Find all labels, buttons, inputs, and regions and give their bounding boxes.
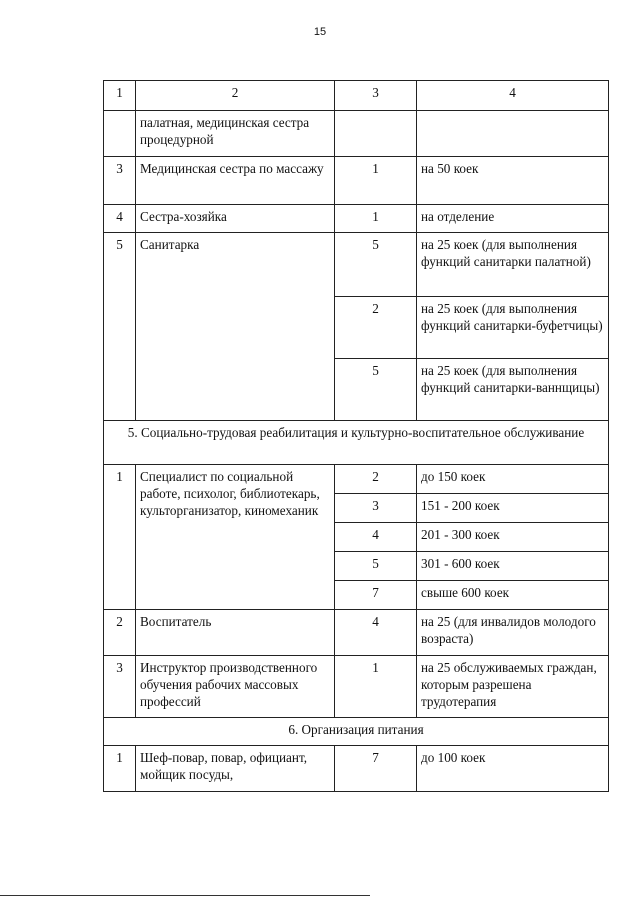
position-cell: Специалист по социальной работе, психолог, библиотекарь, культорганизатор, киномеханик bbox=[136, 465, 335, 610]
norm-cell: на 50 коек bbox=[417, 157, 609, 205]
position-cell: Сестра-хозяйка bbox=[136, 205, 335, 233]
row-number-cell: 1 bbox=[104, 746, 136, 792]
table-row bbox=[104, 157, 609, 205]
table-row bbox=[104, 233, 609, 297]
header-cell-2: 2 bbox=[136, 81, 335, 111]
norm-cell: 201 - 300 коек bbox=[417, 523, 609, 552]
norm-cell: на 25 коек (для выполнения функций санитарки-ваннщицы) bbox=[417, 359, 609, 421]
section-heading: 5. Социально-трудовая реабилитация и культурно-воспитательное обслуживание bbox=[104, 421, 609, 465]
row-number-cell: 5 bbox=[104, 233, 136, 421]
norm-cell: 151 - 200 коек bbox=[417, 494, 609, 523]
row-number-cell: 4 bbox=[104, 205, 136, 233]
norm-cell: до 100 коек bbox=[417, 746, 609, 792]
header-cell-1: 1 bbox=[104, 81, 136, 111]
position-cell: Шеф-повар, повар, официант, мойщик посуды, bbox=[136, 746, 335, 792]
section-heading-row bbox=[104, 718, 609, 746]
count-cell: 5 bbox=[335, 359, 417, 421]
row-number-cell: 2 bbox=[104, 610, 136, 656]
count-cell: 7 bbox=[335, 581, 417, 610]
count-cell: 1 bbox=[335, 656, 417, 718]
page-number: 15 bbox=[313, 26, 327, 38]
norm-cell: на 25 (для инвалидов молодого возраста) bbox=[417, 610, 609, 656]
table-row bbox=[104, 656, 609, 718]
footnote-divider bbox=[0, 895, 370, 896]
header-cell-4: 4 bbox=[417, 81, 609, 111]
position-cell: Инструктор производственного обучения рабочих массовых профессий bbox=[136, 656, 335, 718]
table-header-row bbox=[104, 81, 609, 111]
section-heading-row bbox=[104, 421, 609, 465]
count-cell: 3 bbox=[335, 494, 417, 523]
count-cell: 5 bbox=[335, 552, 417, 581]
norm-cell: до 150 коек bbox=[417, 465, 609, 494]
position-cell: Медицинская сестра по массажу bbox=[136, 157, 335, 205]
row-number-cell: 3 bbox=[104, 157, 136, 205]
position-cell: Санитарка bbox=[136, 233, 335, 421]
count-cell: 2 bbox=[335, 465, 417, 494]
norm-cell: на 25 коек (для выполнения функций санитарки-буфетчицы) bbox=[417, 297, 609, 359]
staffing-table bbox=[103, 80, 609, 792]
row-number-cell: 3 bbox=[104, 656, 136, 718]
count-cell: 1 bbox=[335, 205, 417, 233]
header-cell-3: 3 bbox=[335, 81, 417, 111]
position-cell: Воспитатель bbox=[136, 610, 335, 656]
count-cell: 5 bbox=[335, 233, 417, 297]
norm-cell: на 25 коек (для выполнения функций санитарки палатной) bbox=[417, 233, 609, 297]
count-cell: 4 bbox=[335, 523, 417, 552]
norm-cell: свыше 600 коек bbox=[417, 581, 609, 610]
norm-cell: на отделение bbox=[417, 205, 609, 233]
row-number-cell bbox=[104, 111, 136, 157]
section-heading: 6. Организация питания bbox=[104, 718, 609, 746]
count-cell: 2 bbox=[335, 297, 417, 359]
table-row bbox=[104, 111, 609, 157]
count-cell: 4 bbox=[335, 610, 417, 656]
count-cell: 7 bbox=[335, 746, 417, 792]
norm-cell: на 25 обслуживаемых граждан, которым разрешена трудотерапия bbox=[417, 656, 609, 718]
table-row bbox=[104, 205, 609, 233]
row-number-cell: 1 bbox=[104, 465, 136, 610]
table-row bbox=[104, 746, 609, 792]
table-row bbox=[104, 465, 609, 494]
count-cell: 1 bbox=[335, 157, 417, 205]
count-cell bbox=[335, 111, 417, 157]
position-cell: палатная, медицинская сестра процедурной bbox=[136, 111, 335, 157]
norm-cell: 301 - 600 коек bbox=[417, 552, 609, 581]
table-row bbox=[104, 610, 609, 656]
norm-cell bbox=[417, 111, 609, 157]
